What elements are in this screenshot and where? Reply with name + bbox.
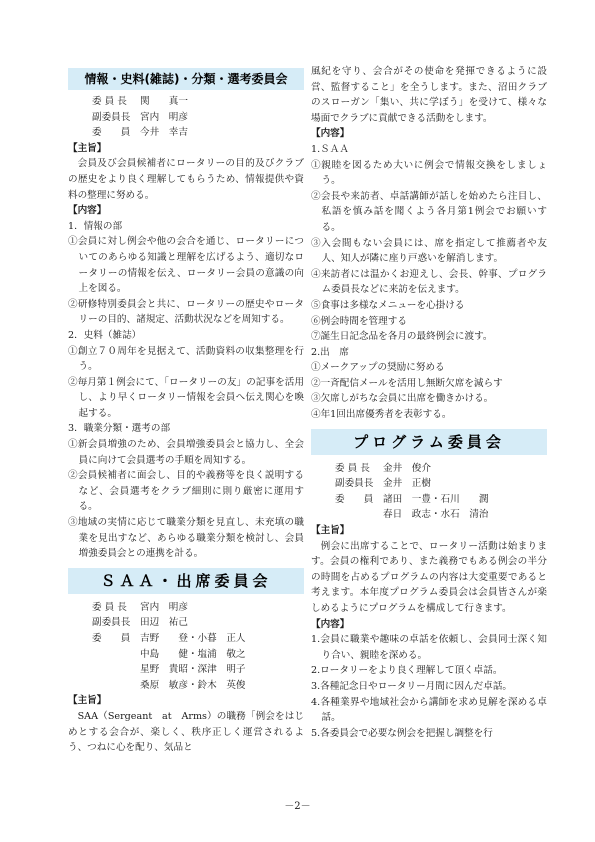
member-role: 委 員 bbox=[92, 633, 131, 644]
content-item: ⑥例会時間を管理する bbox=[311, 315, 407, 327]
member-row bbox=[335, 461, 547, 477]
member-names: 春日 政志・水石 清治 bbox=[383, 509, 489, 521]
member-names: 宮内 明彦 bbox=[140, 111, 188, 123]
member-role: 副委員長 bbox=[92, 111, 131, 123]
member-role: 副委員長 bbox=[335, 478, 374, 490]
aim-heading: 【主旨】 bbox=[311, 525, 350, 537]
content-item: 3.各種記念日やロータリー月間に因んだ卓話。 bbox=[311, 680, 513, 692]
content-item: ④来訪者には温かくお迎えし、会長、幹事、プログラム委員長などに来訪を伝えます。 bbox=[311, 268, 547, 296]
content-item: ②会員候補者に面会し、目的や義務等を良く説明するなど、会員選考をクラブ細則に則り厳密に運用する。 bbox=[68, 470, 304, 513]
member-names: 金井 俊介 bbox=[383, 462, 431, 474]
content-heading: 【内容】 bbox=[311, 618, 350, 630]
member-names: 今井 幸吉 bbox=[140, 127, 188, 139]
member-role bbox=[92, 662, 140, 678]
member-row bbox=[92, 631, 304, 647]
member-row bbox=[335, 492, 547, 508]
member-names: 関 真一 bbox=[140, 96, 188, 107]
member-list bbox=[92, 94, 304, 141]
content-subheading: 2.出 席 bbox=[311, 346, 349, 358]
member-names: 田辺 祐己 bbox=[140, 617, 188, 629]
content-list bbox=[68, 219, 304, 562]
content-item: ①メークアップの奨励に努める bbox=[311, 362, 445, 374]
member-row bbox=[92, 94, 304, 110]
member-row bbox=[335, 507, 547, 523]
content-item: ②研修特別委員会と共に、ロータリーの歴史やロータリーの目的、諸規定、活動状況などを周知する。 bbox=[68, 298, 304, 326]
member-row bbox=[92, 647, 304, 663]
section-title-saa-committee: ＳＡＡ・出席委員会 bbox=[68, 568, 304, 594]
member-names: 金井 正樹 bbox=[383, 478, 431, 490]
content-item: ①親睦を図るため大いに例会で情報交換をしましょう。 bbox=[311, 159, 547, 187]
content-subheading: 1.ＳＡＡ bbox=[311, 143, 349, 155]
left-column bbox=[68, 64, 304, 756]
member-row bbox=[92, 678, 304, 694]
content-item: ①新会員増強のため、会員増強委員会と協力し、全会員に向けて会員選考の手順を周知する。 bbox=[68, 439, 304, 466]
member-role bbox=[92, 647, 140, 663]
page-number: －2－ bbox=[284, 801, 311, 812]
content-list bbox=[311, 142, 547, 423]
member-role: 委 員 長 bbox=[335, 462, 370, 474]
aim-text: 例会に出席することで、ロータリー活動は始まります。会員の権利であり、また義務でもある例会の半分の時間を占めるプログラムの内容は大変重要であると考えます。本年度プログラム委員会は会員皆さんが楽しめるようにプログラムを構成して行きます。 bbox=[311, 540, 547, 614]
right-column bbox=[311, 64, 547, 741]
content-item: 2.ロータリーをより良く理解して頂く卓話。 bbox=[311, 665, 503, 677]
content-heading: 【内容】 bbox=[68, 205, 107, 217]
member-role: 委 員 長 bbox=[92, 601, 127, 613]
member-row bbox=[335, 476, 547, 492]
aim-text: 会員及び会員候補者にロータリーの目的及びクラブの歴史をより良く理解してもらうため、情報提供や資料の整理に努める。 bbox=[68, 158, 304, 201]
content-item: ⑦誕生日記念品を各月の最終例会に渡す。 bbox=[311, 331, 493, 343]
member-row bbox=[92, 110, 304, 126]
content-item: ⑤食事は多様なメニューを心掛ける bbox=[311, 299, 465, 311]
content-item: ①創立７０周年を見据えて、活動資料の収集整理を行う。 bbox=[68, 345, 304, 373]
continued-text: 風紀を守り、会合がその使命を発揮できるように設営、監督すること」を全うします。また、沼田クラブのスローガン「集い、共に学ぼう」を受けて、様々な場面でクラブに貢献できる活動をします。 bbox=[311, 66, 547, 124]
member-row bbox=[92, 662, 304, 678]
aim-heading: 【主旨】 bbox=[68, 695, 107, 707]
content-subheading: 2．史料（雑誌） bbox=[68, 329, 142, 341]
member-role: 委 員 bbox=[92, 127, 131, 139]
content-item: ①会員に対し例会や他の会合を通じ、ロータリーについてのあらゆる知識と理解を広げるよう、適切なロータリーの情報を伝え、ロータリー会員の意識の向上を図る。 bbox=[68, 236, 304, 295]
section-title-program-committee: プログラム委員会 bbox=[311, 429, 547, 455]
content-item: ③欠席しがちな会員に出席を働きかける。 bbox=[311, 393, 494, 405]
member-names: 桑原 敏彦・鈴木 英俊 bbox=[140, 679, 246, 691]
member-row bbox=[92, 615, 304, 631]
member-role: 委 員 長 bbox=[92, 96, 127, 107]
aim-text: SAA（Sergeant at Arms）の職務「例会をはじめとする会合が、楽しく、秩序正しく運営されるよう、つねに心を配り、気品と bbox=[68, 710, 304, 754]
content-item: 4.各種業界や地域社会から講師を求め見解を深める卓話。 bbox=[311, 696, 547, 724]
member-row bbox=[92, 125, 304, 141]
content-heading: 【内容】 bbox=[311, 128, 350, 140]
content-item: ④年1回出席優秀者を表彰する。 bbox=[311, 409, 452, 421]
section-title-info-committee: 情報・史料(雑誌)・分類・選考委員会 bbox=[68, 68, 304, 90]
member-row bbox=[92, 600, 304, 616]
member-names: 宮内 明彦 bbox=[140, 601, 188, 613]
content-item: ③地域の実情に応じて職業分類を見直し、未充填の職業を見出すなど、あらゆる職業分類を検討し、会員増強委員会との連携を計る。 bbox=[68, 517, 304, 560]
member-list bbox=[335, 461, 547, 523]
member-names: 星野 貴昭・深津 明子 bbox=[140, 664, 246, 676]
content-item: 1.会員に職業や趣味の卓話を依頼し、会員同士深く知り合い、親睦を深める。 bbox=[311, 634, 547, 661]
content-subheading: 3．職業分類・選考の部 bbox=[68, 423, 171, 435]
member-role bbox=[92, 678, 140, 694]
member-role: 副委員長 bbox=[92, 617, 131, 629]
content-subheading: 1．情報の部 bbox=[68, 220, 123, 232]
content-item: ③入会間もない会員には、席を指定して推薦者や友人、知人が隣に座り戸惑いを解消します。 bbox=[311, 237, 547, 265]
member-names: 諸田 一豊・石川 潤 bbox=[383, 493, 489, 505]
content-item: 5.各委員会で必要な例会を把握し調整を行 bbox=[311, 727, 493, 739]
content-item: ②毎月第１例会にて、「ロータリーの友」の記事を活用し、より早くロータリー情報を会員へ伝え関心を喚起する。 bbox=[68, 376, 304, 419]
aim-heading: 【主旨】 bbox=[68, 142, 107, 154]
content-list bbox=[311, 632, 547, 741]
member-role bbox=[335, 507, 383, 523]
member-list bbox=[92, 600, 304, 694]
member-names: 中島 健・塩浦 敬之 bbox=[140, 648, 246, 660]
content-item: ②会長や来訪者、卓話講師が話しを始めたら注目し、私語を慎み話を聞くよう各月第1例会でお願いする。 bbox=[311, 190, 547, 233]
content-item: ②一斉配信メールを活用し無断欠席を減らす bbox=[311, 377, 503, 389]
member-names: 吉野 登・小暮 正人 bbox=[140, 633, 246, 644]
member-role: 委 員 bbox=[335, 493, 374, 505]
